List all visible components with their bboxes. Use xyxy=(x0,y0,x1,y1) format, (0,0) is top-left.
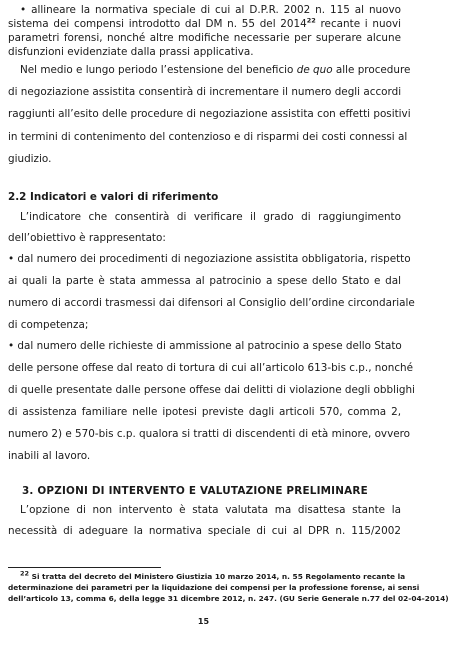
intro-line-4: disfunzioni evidenziate dalla prassi applicativa. xyxy=(8,46,254,58)
bullet-2-line-4: di assistenza familiare nelle ipotesi previste dagli articoli 570, comma 2, xyxy=(8,406,401,418)
para2-text-b: alle procedure xyxy=(332,64,411,76)
para2-line-4: in termini di contenimento del contenzioso e di risparmi dei costi connessi al xyxy=(8,131,408,143)
indicator-line-1: L’indicatore che consentirà di verificare il grado di raggiungimento xyxy=(20,211,401,223)
bullet-2-line-1: • dal numero delle richieste di ammissione al patrocinio a spese dello Stato xyxy=(8,340,402,352)
page-number: 15 xyxy=(197,617,210,626)
intro-line-1: • allineare la normativa speciale di cui al D.P.R. 2002 n. 115 al nuovo xyxy=(20,4,401,16)
para2-text-a: Nel medio e lungo periodo l’estensione del beneficio xyxy=(20,64,297,76)
intro-line-2-text: sistema dei compensi introdotto dal DM n. 55 del 2014 xyxy=(8,18,307,30)
bullet-2-line-5: numero 2) e 570-bis c.p. qualora si tratti di discendenti di età minore, ovvero xyxy=(8,428,411,440)
para2-italic: de quo xyxy=(296,64,333,76)
intro-line-2-tail: recante i nuovi xyxy=(315,18,401,30)
footnote-separator xyxy=(8,567,161,568)
section-2-2-heading: 2.2 Indicatori e valori di riferimento xyxy=(8,191,219,203)
bullet-1-line-2: ai quali la parte è stata ammessa al patrocinio a spese dello Stato e dal xyxy=(8,275,401,287)
bullet-1-line-3: numero di accordi trasmessi dai difensori al Consiglio dell’ordine circondariale xyxy=(8,297,415,309)
section-3-line-2: necessità di adeguare la normativa speciale di cui al DPR n. 115/2002 xyxy=(8,525,401,537)
section-3-heading: 3. OPZIONI DI INTERVENTO E VALUTAZIONE PRELIMINARE xyxy=(22,485,368,497)
para2-line-5: giudizio. xyxy=(8,153,52,165)
para2-line-3: raggiunti all’esito delle procedure di negoziazione assistita con effetti positivi xyxy=(8,108,411,120)
indicator-line-2: dell’obiettivo è rappresentato: xyxy=(8,232,166,244)
bullet-1-line-1: • dal numero dei procedimenti di negoziazione assistita obbligatoria, rispetto xyxy=(8,253,411,265)
footnote-text-1: Si tratta del decreto del Ministero Giustizia 10 marzo 2014, n. 55 Regolamento recante la xyxy=(29,572,406,581)
para2-line-2: di negoziazione assistita consentirà di incrementare il numero degli accordi xyxy=(8,86,402,98)
footnote-number: 22 xyxy=(20,569,30,578)
intro-line-3: parametri forensi, nonché altre modifiche necessarie per superare alcune xyxy=(8,32,401,44)
section-3-line-1: L’opzione di non intervento è stata valutata ma disattesa stante la xyxy=(20,504,401,516)
bullet-2-line-6: inabili al lavoro. xyxy=(8,450,91,462)
bullet-2-line-3: di quelle presentate dalle persone offese dai delitti di violazione degli obblighi xyxy=(8,384,415,396)
footnote-line-2: determinazione dei parametri per la liquidazione dei compensi per la professione forense, ai sensi xyxy=(8,583,420,592)
footnote-line-1 xyxy=(8,569,406,583)
footnote-line-3: dell’articolo 13, comma 6, della legge 31 dicembre 2012, n. 247. (GU Serie Generale n.77 del 02-04-2014) xyxy=(8,594,449,603)
footnote-reference[interactable]: 22 xyxy=(306,16,316,25)
bullet-2-line-2: delle persone offese dal reato di tortura di cui all’articolo 613-bis c.p., nonché xyxy=(8,362,414,374)
para2-line-1 xyxy=(8,63,411,77)
bullet-1-line-4: di competenza; xyxy=(8,319,89,331)
intro-line-2 xyxy=(8,17,401,31)
